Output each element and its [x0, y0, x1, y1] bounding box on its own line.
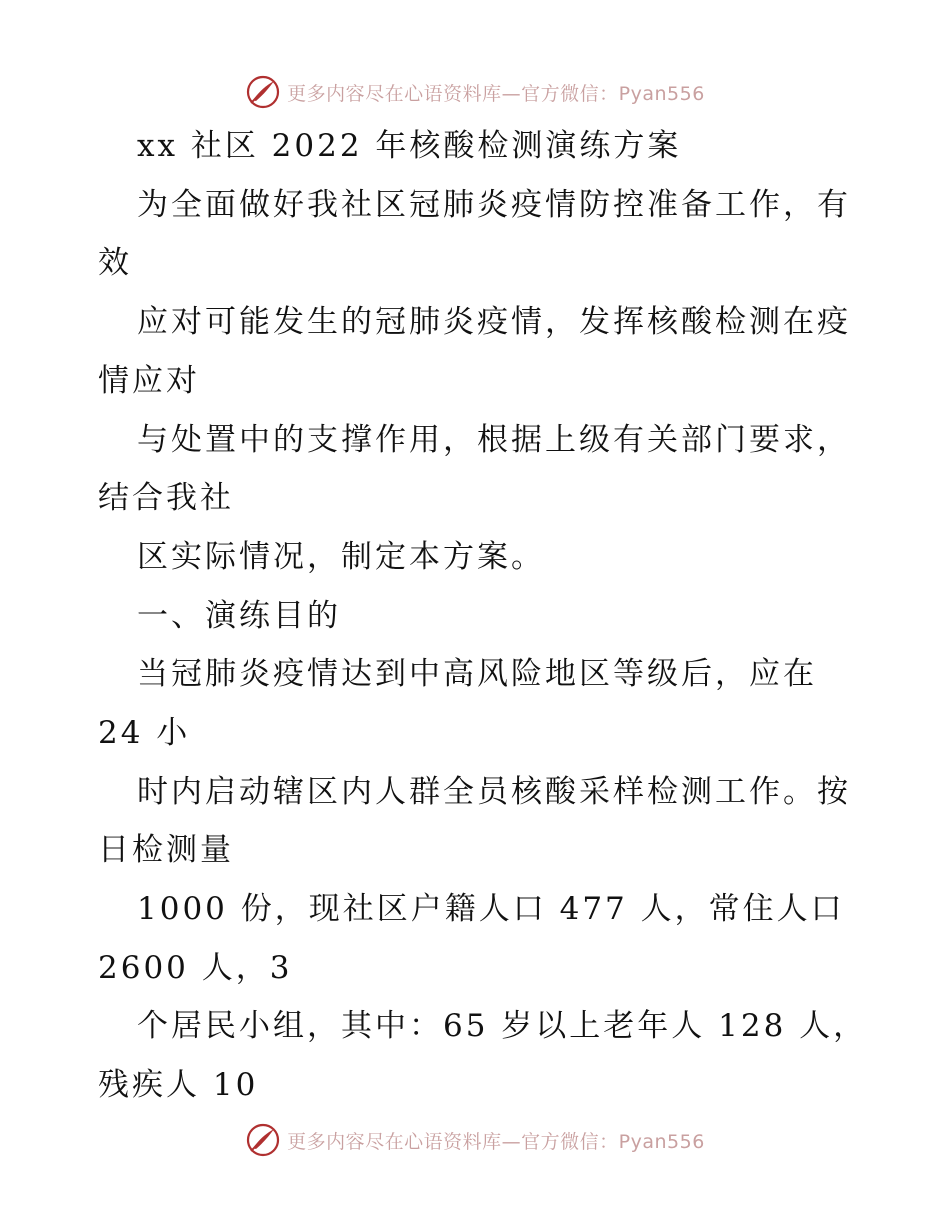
paragraph-line: 效 [98, 245, 132, 281]
paragraph-line: 时内启动辖区内人群全员核酸采样检测工作。按 [137, 774, 851, 810]
paragraph-line: 个居民小组，其中：65 岁以上老年人 128 人， [137, 1008, 868, 1044]
paragraph-line: 为全面做好我社区冠肺炎疫情防控准备工作，有 [137, 187, 851, 223]
paragraph-line: 情应对 [98, 363, 200, 399]
paragraph-line: 结合我社 [98, 480, 234, 516]
paragraph-line: 与处置中的支撑作用，根据上级有关部门要求， [137, 422, 851, 458]
quill-pen-icon [245, 1122, 281, 1158]
watermark-text: 更多内容尽在心语资料库—官方微信：Pyan556 [287, 1130, 705, 1153]
watermark-text: 更多内容尽在心语资料库—官方微信：Pyan556 [287, 82, 705, 105]
paragraph-line: 区实际情况，制定本方案。 [137, 539, 545, 575]
paragraph-line: 2600 人，3 [98, 950, 293, 986]
paragraph-line: 24 小 [98, 715, 191, 751]
paragraph-line: 1000 份，现社区户籍人口 477 人，常住人口 [137, 891, 845, 927]
footer-watermark [0, 1118, 950, 1162]
paragraph-line: 应对可能发生的冠肺炎疫情，发挥核酸检测在疫 [137, 304, 851, 340]
watermark-group [245, 1122, 705, 1158]
document-title: xx 社区 2022 年核酸检测演练方案 [137, 128, 682, 164]
paragraph-line: 日检测量 [98, 832, 234, 868]
section-heading: 一、演练目的 [137, 598, 341, 634]
paragraph-line: 当冠肺炎疫情达到中高风险地区等级后，应在 [137, 656, 817, 692]
paragraph-line: 残疾人 10 [98, 1067, 259, 1103]
